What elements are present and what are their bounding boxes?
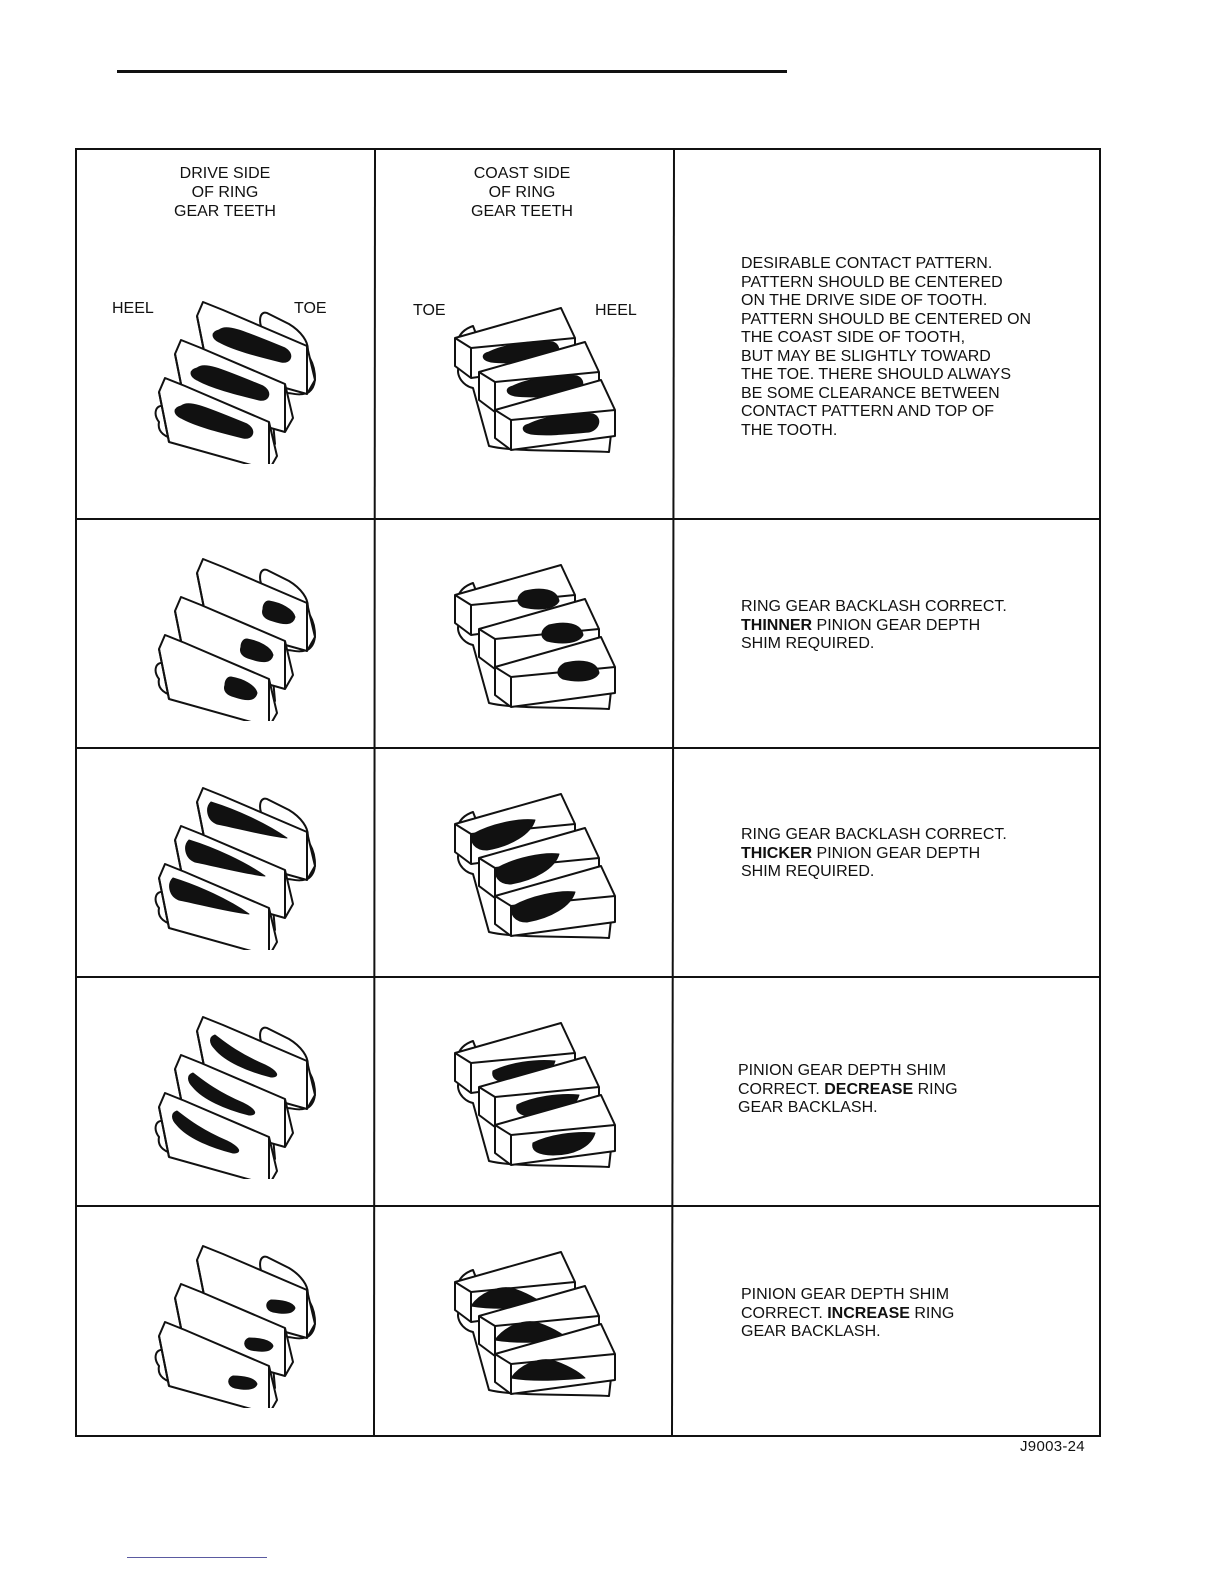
note-line	[741, 617, 1071, 636]
note-line	[741, 329, 1071, 348]
coast-side-header: COAST SIDE OF RING GEAR TEETH	[471, 165, 573, 220]
note-text: RING GEAR BACKLASH CORRECT.	[741, 826, 1007, 843]
note-line	[741, 255, 1071, 274]
note-text: PINION GEAR DEPTH SHIM	[741, 1286, 950, 1303]
note-line	[741, 348, 1071, 367]
contact-pattern-table	[75, 148, 1101, 1437]
coast-side-tooth-diagram	[433, 1011, 633, 1181]
coast-heel-label: HEEL	[595, 302, 637, 319]
coast-side-tooth-diagram	[433, 296, 633, 466]
figure-id: J9003-24	[1020, 1438, 1085, 1455]
note-text: GEAR BACKLASH.	[741, 1323, 881, 1340]
row-note-3	[741, 826, 1071, 882]
note-text: RING GEAR BACKLASH CORRECT.	[741, 598, 1007, 615]
note-line	[741, 292, 1071, 311]
note-line	[741, 1286, 1071, 1305]
note-text: CORRECT.	[738, 1080, 825, 1098]
note-text: PATTERN SHOULD BE CENTERED ON	[741, 310, 1032, 328]
coast-side-tooth-diagram	[433, 1240, 633, 1410]
note-text: GEAR BACKLASH.	[738, 1099, 878, 1116]
note-line	[741, 422, 1071, 441]
note-emphasis: DECREASE	[824, 1080, 914, 1098]
drive-side-tooth-diagram	[139, 780, 339, 950]
note-line	[741, 826, 1071, 845]
note-line	[741, 863, 1071, 882]
note-text: PINION GEAR DEPTH	[812, 844, 981, 862]
note-line	[741, 598, 1071, 617]
top-rule	[117, 70, 787, 73]
drive-side-tooth-diagram	[139, 294, 339, 464]
row-note-4	[738, 1062, 1068, 1118]
note-emphasis: THICKER	[741, 844, 813, 862]
bottom-rule	[127, 1557, 267, 1558]
note-emphasis: THINNER	[741, 616, 813, 634]
note-text: THE TOOTH.	[741, 421, 838, 439]
row-note-2	[741, 598, 1071, 654]
note-text: SHIM REQUIRED.	[741, 635, 875, 652]
drive-side-tooth-diagram	[139, 1009, 339, 1179]
note-line	[738, 1081, 1068, 1100]
note-text: ON THE DRIVE SIDE OF TOOTH.	[741, 292, 988, 309]
note-text: THE TOE. THERE SHOULD ALWAYS	[741, 366, 1011, 383]
note-line	[741, 274, 1071, 293]
row-note-5	[741, 1286, 1071, 1342]
coast-side-tooth-diagram	[433, 782, 633, 952]
note-emphasis: INCREASE	[827, 1304, 910, 1322]
drive-heel-label: HEEL	[112, 300, 154, 317]
note-text: CONTACT PATTERN AND TOP OF	[741, 403, 995, 420]
drive-side-tooth-diagram	[139, 1238, 339, 1408]
note-line	[738, 1099, 1068, 1118]
note-line	[741, 635, 1071, 654]
note-text: SHIM REQUIRED.	[741, 863, 875, 880]
note-line	[741, 1305, 1071, 1324]
note-text: PINION GEAR DEPTH	[812, 616, 981, 634]
note-text: RING	[909, 1304, 955, 1322]
coast-side-tooth-diagram	[433, 553, 633, 723]
note-line	[741, 366, 1071, 385]
note-line	[741, 311, 1071, 330]
note-line	[741, 385, 1071, 404]
coast-toe-label: TOE	[413, 302, 446, 319]
drive-side-tooth-diagram	[139, 551, 339, 721]
note-text: RING	[913, 1080, 958, 1098]
note-line	[741, 1323, 1071, 1342]
note-text: PINION GEAR DEPTH SHIM	[738, 1062, 947, 1079]
note-line	[741, 403, 1071, 422]
note-text: DESIRABLE CONTACT PATTERN.	[741, 255, 993, 272]
drive-toe-label: TOE	[294, 300, 327, 317]
note-text: CORRECT.	[741, 1304, 828, 1322]
note-text: BE SOME CLEARANCE BETWEEN	[741, 384, 1000, 402]
note-text: THE COAST SIDE OF TOOTH,	[741, 329, 966, 346]
row-note-1	[741, 255, 1071, 440]
drive-side-header: DRIVE SIDE OF RING GEAR TEETH	[174, 165, 276, 220]
note-text: BUT MAY BE SLIGHTLY TOWARD	[741, 347, 991, 365]
note-line	[738, 1062, 1068, 1081]
note-text: PATTERN SHOULD BE CENTERED	[741, 273, 1003, 291]
note-line	[741, 845, 1071, 864]
